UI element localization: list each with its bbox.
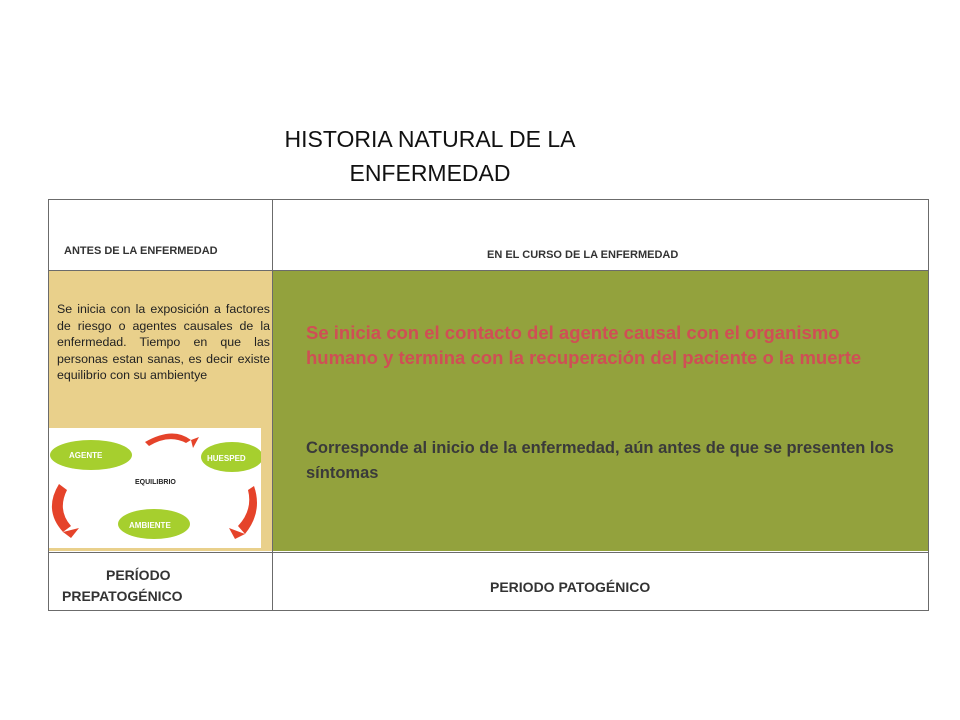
header-divider (48, 270, 929, 271)
page-title (230, 122, 630, 190)
patogenic-definition: Se inicia con el contacto del agente causal con el organismo humano y termina con la recuperación del paciente o la muerte (306, 322, 862, 368)
huesped-label: HUESPED (207, 454, 246, 463)
patogenic-note: Corresponde al inicio de la enfermedad, aún antes de que se presenten los síntomas (306, 439, 894, 482)
agente-label: AGENTE (69, 451, 103, 460)
title-line-2: ENFERMEDAD (349, 160, 511, 186)
right-arrow-icon (238, 486, 257, 534)
equilibrium-diagram (49, 428, 261, 548)
equilibrio-label: EQUILIBRIO (135, 479, 176, 486)
footer-prepatogenic (62, 565, 212, 607)
column-divider (272, 199, 273, 611)
prepatogenic-description: Se inicia con la exposición a factores de riesgo o agentes causales de la enfermedad. Tiempo en que las personas estan sanas, es decir existe equilibrio con su ambientye (57, 302, 270, 382)
left-arrow-icon (52, 484, 71, 532)
header-during-disease: EN EL CURSO DE LA ENFERMEDAD (487, 249, 679, 261)
footer-prepatogenic-line-1: PERÍODO (106, 567, 171, 583)
footer-prepatogenic-line-2: PREPATOGÉNICO (62, 588, 183, 604)
top-arrow-icon (145, 433, 191, 446)
footer-divider (48, 552, 929, 553)
header-before-disease: ANTES DE LA ENFERMEDAD (64, 245, 218, 257)
footer-patogenic: PERIODO PATOGÉNICO (490, 579, 651, 595)
title-line-1: HISTORIA NATURAL DE LA (284, 126, 576, 152)
ambiente-label: AMBIENTE (129, 521, 171, 530)
equilibrium-diagram-svg (49, 428, 261, 548)
